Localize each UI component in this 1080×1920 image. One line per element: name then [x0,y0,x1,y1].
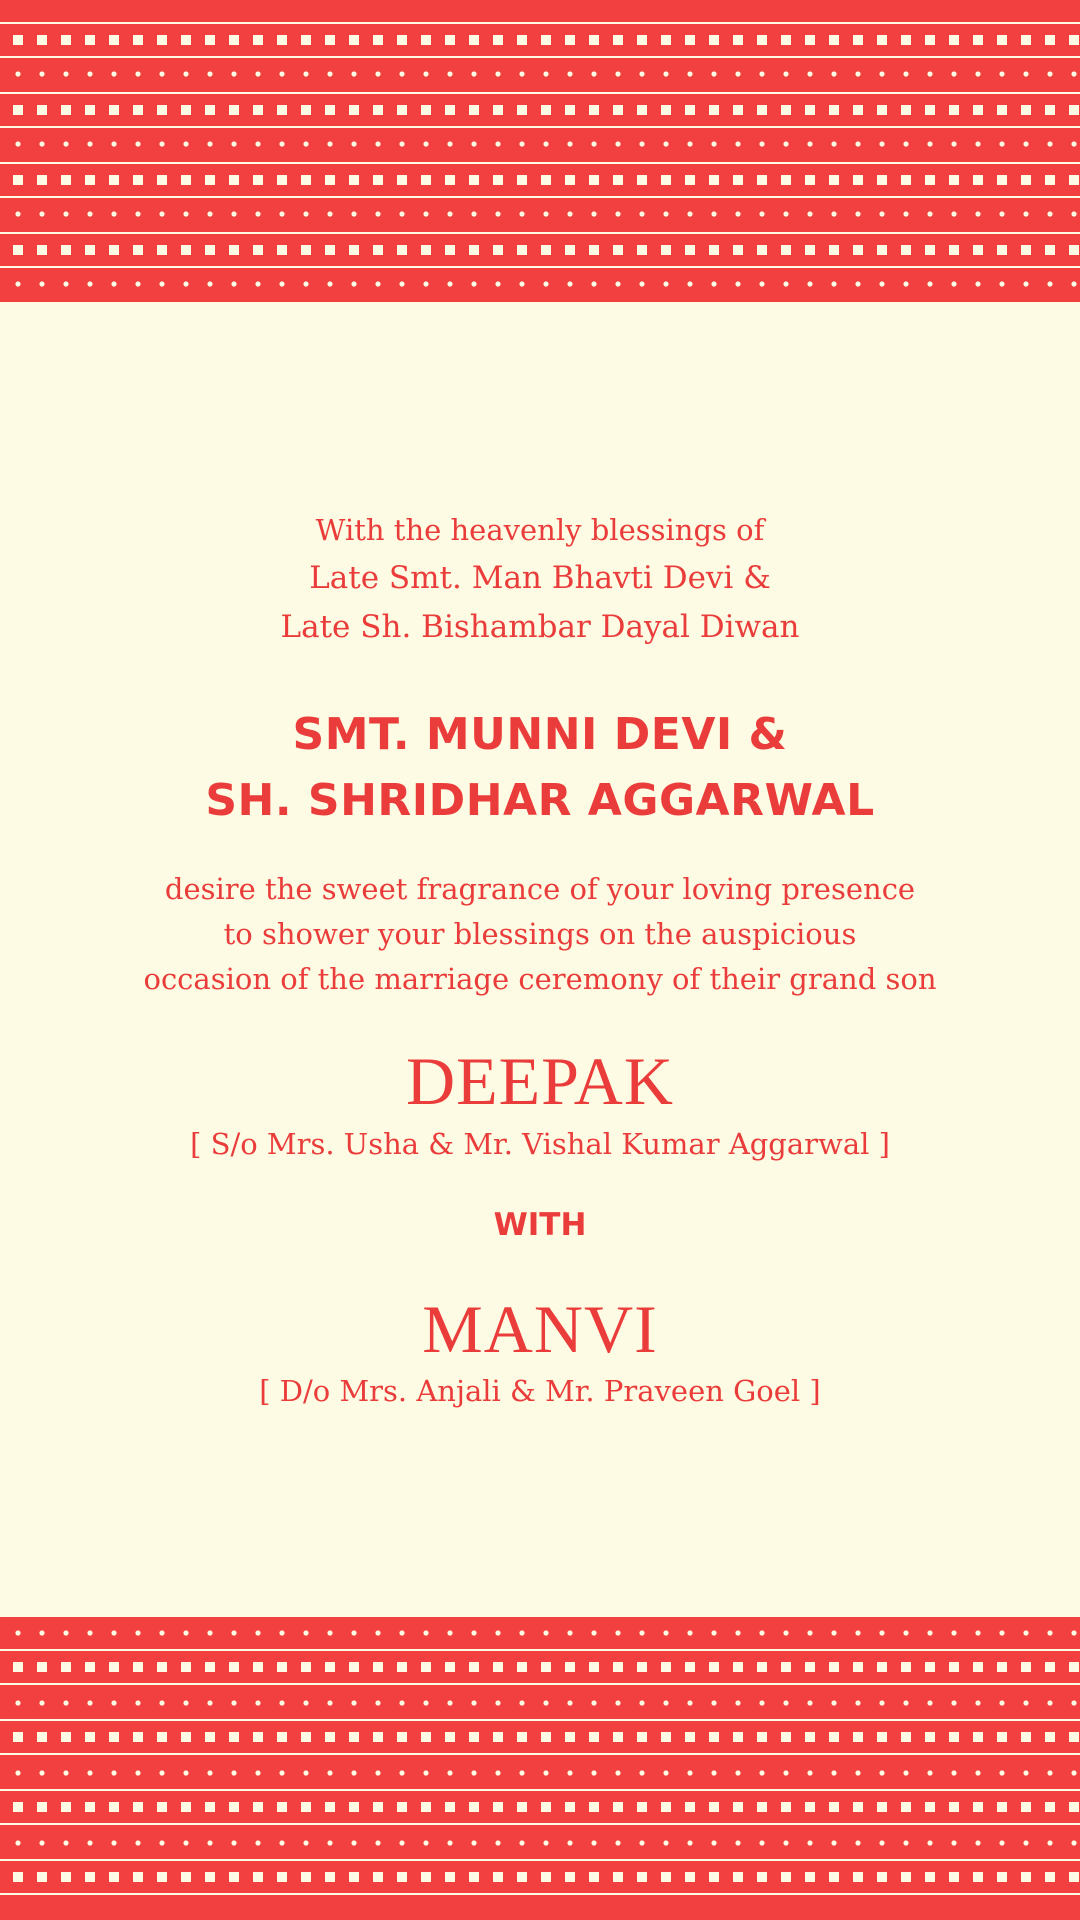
border-rule-line [0,266,1080,268]
border-dot-row [15,1700,1076,1705]
border-rule-line [0,1753,1080,1755]
border-rule-line [0,126,1080,128]
border-square-row [13,105,1079,115]
with-connector: WITH [493,1207,587,1243]
blessing-intro: With the heavenly blessings of [315,513,765,547]
border-dot-row [15,71,1076,76]
border-square-row [13,35,1079,45]
border-rule-line [0,196,1080,198]
border-rule-line [0,1649,1080,1651]
border-rule-line [0,1719,1080,1721]
border-square-row [13,1662,1079,1672]
bride-name: MANVI [422,1291,658,1367]
border-rule-line [0,1893,1080,1895]
border-dot-row [15,1840,1076,1845]
border-square-row [13,1732,1079,1742]
bride-parents: [ D/o Mrs. Anjali & Mr. Praveen Goel ] [259,1374,821,1408]
border-rule-line [0,1789,1080,1791]
groom-name: DEEPAK [406,1043,674,1119]
border-square-row [13,1872,1079,1882]
border-square-row [13,1802,1079,1812]
border-square-row [13,245,1079,255]
border-rule-line [0,56,1080,58]
bottom-decorative-border [0,1617,1080,1920]
late-grandmother-name: Late Smt. Man Bhavti Devi & [309,560,771,596]
border-square-row [13,175,1079,185]
border-dot-row [15,1770,1076,1775]
border-rule-line [0,232,1080,234]
invitation-body [0,302,1080,1617]
invitation-message-line-1: desire the sweet fragrance of your loving presence [164,872,916,906]
bottom-border-pattern [0,1617,1080,1920]
border-dot-row [15,211,1076,216]
host-name-line-1: SMT. MUNNI DEVI & [292,709,788,760]
border-dot-row [15,141,1076,146]
top-decorative-border [0,0,1080,302]
border-rule-line [0,22,1080,24]
border-dot-row [15,281,1076,286]
border-dot-row [15,1630,1076,1635]
invitation-message-line-2: to shower your blessings on the auspicious [223,917,857,951]
border-rule-line [0,1823,1080,1825]
border-rule-line [0,162,1080,164]
border-rule-line [0,1859,1080,1861]
late-grandfather-name: Late Sh. Bishambar Dayal Diwan [280,609,800,645]
border-rule-line [0,92,1080,94]
border-rule-line [0,1683,1080,1685]
groom-parents: [ S/o Mrs. Usha & Mr. Vishal Kumar Aggarwal ] [190,1127,890,1161]
host-name-line-2: SH. SHRIDHAR AGGARWAL [205,775,875,826]
invitation-message-line-3: occasion of the marriage ceremony of their grand son [143,962,937,996]
top-border-pattern [0,0,1080,302]
